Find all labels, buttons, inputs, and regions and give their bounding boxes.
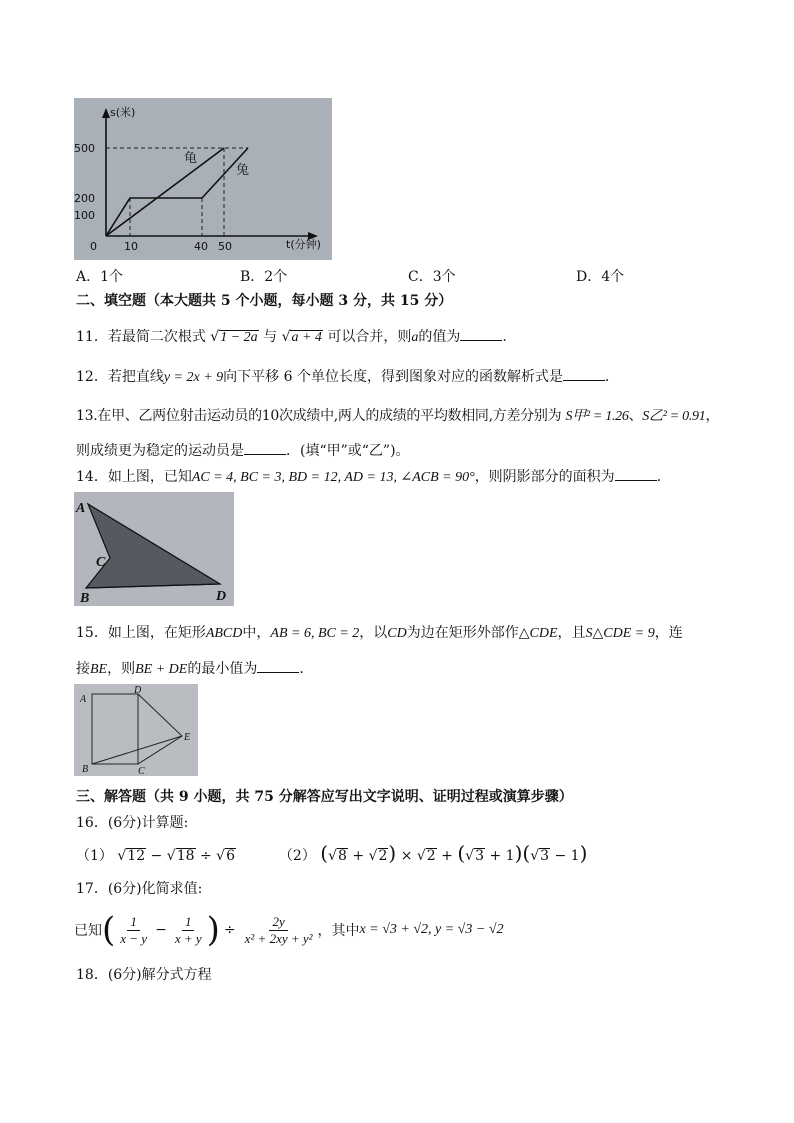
rectangle-figure bbox=[74, 684, 198, 776]
q15-mid5: ，连 bbox=[654, 625, 683, 641]
q13-lead: 13.在甲、乙两位射击运动员的10次成绩中,两人的成绩的平均数相同,方差分别为 bbox=[76, 408, 562, 424]
q15-line2c: 的最小值为 bbox=[187, 661, 258, 677]
q16-p2-label: （2） bbox=[278, 848, 316, 864]
option-b: B．2个 bbox=[240, 269, 288, 285]
race-graph-figure bbox=[74, 98, 332, 260]
shaded-triangle bbox=[74, 492, 234, 606]
q13-blank bbox=[244, 440, 286, 455]
label-A: A bbox=[80, 694, 87, 705]
option-a: A．1个 bbox=[76, 269, 124, 285]
q15-rect: ABCD bbox=[205, 626, 243, 641]
q14-blank bbox=[615, 466, 657, 481]
option-d: D．4个 bbox=[576, 269, 625, 285]
x-tick-50: 50 bbox=[218, 240, 232, 253]
option-c: C．3个 bbox=[408, 269, 456, 285]
q15-area: S△CDE = 9 bbox=[585, 626, 655, 641]
q15-mid3: 为边在矩形外部作 bbox=[406, 625, 519, 641]
q16-p1-a: 12 bbox=[127, 848, 146, 864]
x-tick-40: 40 bbox=[194, 240, 208, 253]
label-turtle: 龟 bbox=[184, 151, 198, 166]
q11-radical-1: 1 − 2a bbox=[220, 330, 258, 345]
q12-tail: 向下平移 6 个单位长度，得到图象对应的函数解析式是 bbox=[223, 369, 563, 385]
q12-blank bbox=[563, 366, 605, 381]
x-tick-10: 10 bbox=[124, 240, 138, 253]
q11-end: 的值为 bbox=[418, 329, 461, 345]
q15-line2b: ，则 bbox=[107, 661, 136, 677]
q11-lead: 11．若最简二次根式 bbox=[76, 329, 206, 345]
q17-tail: ，其中 bbox=[317, 923, 360, 939]
label-A: A bbox=[76, 501, 86, 516]
q13-variance-2: S乙² = 0.91 bbox=[642, 409, 706, 424]
y-tick-500: 500 bbox=[74, 142, 95, 155]
q16-p1-b: 18 bbox=[176, 848, 195, 864]
q13-variance-1: S甲² = 1.26 bbox=[565, 409, 629, 424]
q15-given: AB = 6, BC = 2 bbox=[270, 626, 360, 641]
question-13-line1 bbox=[76, 407, 719, 426]
section2-title: 二、填空题（本大题共 5 个小题，每小题 3 分，共 15 分） bbox=[76, 293, 453, 309]
y-tick-200: 200 bbox=[74, 192, 95, 205]
q11-blank bbox=[460, 326, 502, 341]
label-B: B bbox=[82, 764, 89, 775]
y-label: s(米) bbox=[110, 106, 136, 119]
q15-mid4: ，且 bbox=[557, 625, 586, 641]
rectangle-diagram bbox=[74, 684, 198, 776]
y-tick-0: 0 bbox=[90, 240, 97, 253]
q13-line2b: ．(填“甲”或“乙”)。 bbox=[286, 443, 410, 459]
label-D: D bbox=[216, 589, 227, 604]
label-E: E bbox=[184, 732, 191, 743]
q11-var: a bbox=[411, 330, 419, 345]
q13-sep: 、 bbox=[628, 408, 643, 424]
q17-frac1: $\frac{1}{x - y}$ bbox=[120, 913, 148, 946]
shaded-triangle-figure bbox=[74, 492, 234, 606]
q15-sum: BE + DE bbox=[135, 662, 188, 677]
q17-frac2: $\frac{1}{x + y}$ bbox=[174, 913, 202, 946]
section3-title: 三、解答题（共 9 小题，共 75 分解答应写出文字说明、证明过程或演算步骤） bbox=[76, 789, 573, 805]
label-rabbit: 兔 bbox=[236, 163, 250, 178]
q12-equation: y = 2x + 9 bbox=[163, 370, 224, 385]
q17-frac3: $\frac{2y}{\text{x² + 2xy + y²}}$ bbox=[244, 913, 313, 946]
label-C: C bbox=[96, 555, 106, 570]
label-C: C bbox=[138, 766, 145, 776]
q15-mid1: 中， bbox=[242, 625, 271, 641]
q14-tail: ，则阴影部分的面积为 bbox=[474, 469, 615, 485]
x-label: t(分钟) bbox=[286, 238, 321, 251]
q11-period: . bbox=[502, 329, 507, 345]
question-11: 11．若最简二次根式 √1 − 2a 与 √a + 4 可以合并，则a的值为 . bbox=[76, 326, 507, 347]
race-graph bbox=[74, 98, 332, 260]
question-16-parts: （1） √12 − √18 ÷ √6 （2） (√8 + √2) × √2 + (√3 + 1)(√3 − 1) bbox=[76, 841, 588, 865]
q12-lead: 12．若把直线 bbox=[76, 369, 164, 385]
q15-blank bbox=[257, 658, 299, 673]
q14-given: AC = 4, BC = 3, BD = 12, AD = 13, ∠ACB = 90° bbox=[191, 470, 475, 485]
question-17-head: 17．(6分)化简求值: bbox=[76, 881, 203, 897]
question-15-line2 bbox=[76, 658, 313, 679]
q16-p1-label: （1） bbox=[76, 848, 113, 864]
label-B: B bbox=[80, 591, 90, 606]
q13-line2: 则成绩更为稳定的运动员是 bbox=[76, 443, 244, 459]
q16-p1-c: 6 bbox=[226, 848, 235, 864]
q11-mid: 与 bbox=[263, 329, 278, 345]
q15-lead: 15．如上图，在矩形 bbox=[76, 625, 206, 641]
question-13-line2 bbox=[76, 440, 410, 460]
question-17-expression: 已知 ( $\frac{1}{x - y}$ − $\frac{1}{x + y}$ ) ÷ $\frac{2y}{\text{x² + 2xy + y²}}$ ，其中 x = √3 + √2, y = √3 − √2 bbox=[74, 910, 504, 950]
question-18-head: 18．(6分)解分式方程 bbox=[76, 967, 212, 983]
q15-mid2: ，以 bbox=[359, 625, 388, 641]
q12-period: ． bbox=[604, 369, 619, 385]
q17-lead: 已知 bbox=[74, 923, 102, 939]
question-16-head: 16．(6分)计算题: bbox=[76, 815, 189, 831]
q14-lead: 14．如上图，已知 bbox=[76, 469, 192, 485]
q15-be: BE bbox=[90, 662, 108, 677]
q15-period: ． bbox=[299, 661, 314, 677]
q11-radical-2: a + 4 bbox=[291, 330, 322, 345]
q14-period: ． bbox=[656, 469, 671, 485]
q15-tri: △CDE bbox=[518, 626, 558, 641]
q13-comma: ， bbox=[705, 408, 720, 424]
q15-line2a: 接 bbox=[76, 661, 90, 677]
question-14 bbox=[76, 466, 671, 487]
q15-cd: CD bbox=[387, 626, 407, 641]
q17-values: x = √3 + √2, y = √3 − √2 bbox=[359, 922, 504, 937]
q11-tail: 可以合并，则 bbox=[327, 329, 412, 345]
label-D: D bbox=[134, 685, 142, 696]
question-15-line1 bbox=[76, 624, 683, 643]
question-12 bbox=[76, 366, 619, 387]
y-tick-100: 100 bbox=[74, 209, 95, 222]
